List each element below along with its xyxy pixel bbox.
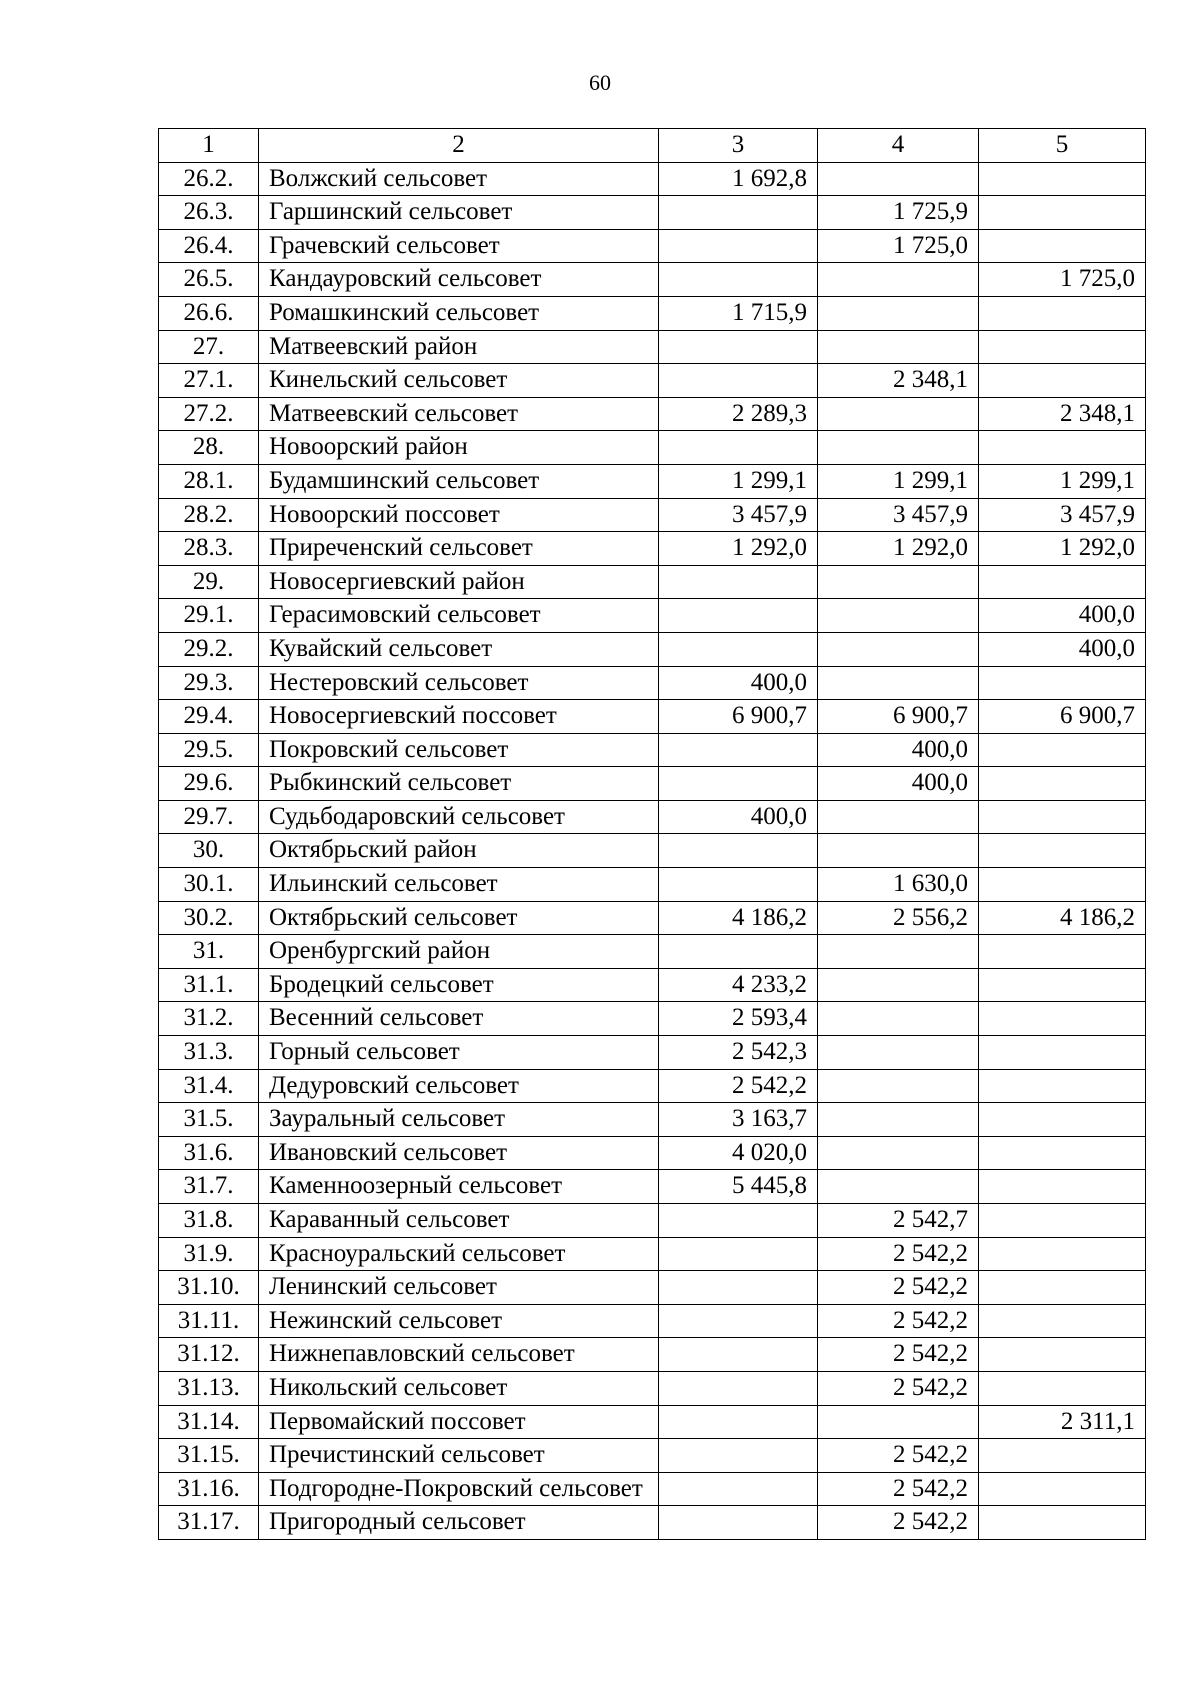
row-value-col5 [979,1237,1146,1271]
row-value-col3 [659,1439,818,1473]
row-name: Будамшинский сельсовет [259,464,659,498]
row-number: 30.2. [159,901,259,935]
row-value-col5 [979,162,1146,196]
row-value-col5: 4 186,2 [979,901,1146,935]
row-number: 31.9. [159,1237,259,1271]
row-value-col3: 400,0 [659,800,818,834]
row-value-col4 [818,1170,979,1204]
row-name: Ленинский сельсовет [259,1271,659,1305]
row-value-col3 [659,1472,818,1506]
row-number: 31.17. [159,1506,259,1540]
row-value-col5: 6 900,7 [979,700,1146,734]
row-value-col4: 1 725,9 [818,196,979,230]
table-row [159,1002,1146,1036]
row-name: Нежинский сельсовет [259,1304,659,1338]
row-value-col4 [818,666,979,700]
row-number: 31.6. [159,1136,259,1170]
table-row [159,901,1146,935]
row-value-col5 [979,364,1146,398]
row-number: 28.2. [159,498,259,532]
row-value-col4: 1 630,0 [818,868,979,902]
row-value-col3 [659,868,818,902]
row-number: 29.5. [159,733,259,767]
row-number: 26.4. [159,229,259,263]
row-number: 31.2. [159,1002,259,1036]
row-value-col5: 1 292,0 [979,532,1146,566]
row-name: Нестеровский сельсовет [259,666,659,700]
row-name: Гаршинский сельсовет [259,196,659,230]
row-number: 31.5. [159,1103,259,1137]
row-value-col4 [818,1002,979,1036]
row-value-col3 [659,196,818,230]
row-value-col4 [818,1136,979,1170]
row-value-col3: 5 445,8 [659,1170,818,1204]
row-value-col5 [979,1472,1146,1506]
row-value-col3 [659,767,818,801]
table-row [159,1304,1146,1338]
row-value-col3 [659,1338,818,1372]
row-value-col3 [659,431,818,465]
row-name: Подгородне-Покровский сельсовет [259,1472,659,1506]
row-value-col5: 400,0 [979,632,1146,666]
table-row [159,868,1146,902]
row-value-col5 [979,565,1146,599]
row-value-col5 [979,1170,1146,1204]
row-value-col5: 3 457,9 [979,498,1146,532]
row-name: Ромашкинский сельсовет [259,296,659,330]
table-row [159,935,1146,969]
row-value-col3 [659,364,818,398]
row-name: Матвеевский район [259,330,659,364]
table-row [159,1439,1146,1473]
row-name: Горный сельсовет [259,1036,659,1070]
row-value-col4 [818,968,979,1002]
row-name: Бродецкий сельсовет [259,968,659,1002]
row-number: 29.1. [159,599,259,633]
row-value-col5 [979,229,1146,263]
row-value-col5 [979,1371,1146,1405]
row-value-col5 [979,834,1146,868]
row-value-col4: 2 542,2 [818,1439,979,1473]
row-value-col3: 1 292,0 [659,532,818,566]
row-value-col5 [979,1439,1146,1473]
row-number: 27.1. [159,364,259,398]
row-name: Рыбкинский сельсовет [259,767,659,801]
row-value-col3: 2 542,2 [659,1069,818,1103]
table-row [159,968,1146,1002]
row-value-col4 [818,935,979,969]
row-value-col4 [818,330,979,364]
row-value-col3 [659,834,818,868]
row-value-col3: 2 542,3 [659,1036,818,1070]
row-value-col5 [979,1103,1146,1137]
row-name: Ильинский сельсовет [259,868,659,902]
row-value-col5 [979,296,1146,330]
row-name: Новосергиевский район [259,565,659,599]
row-value-col4: 2 542,2 [818,1371,979,1405]
column-header-5: 5 [979,129,1146,163]
row-value-col5 [979,1036,1146,1070]
row-number: 31.8. [159,1204,259,1238]
row-number: 31. [159,935,259,969]
page-number: 60 [589,70,611,95]
row-value-col4 [818,397,979,431]
table-row [159,397,1146,431]
row-value-col5: 2 311,1 [979,1405,1146,1439]
row-value-col5 [979,935,1146,969]
row-number: 31.13. [159,1371,259,1405]
row-value-col3 [659,632,818,666]
row-value-col5 [979,196,1146,230]
row-value-col3: 4 020,0 [659,1136,818,1170]
row-value-col5 [979,968,1146,1002]
row-value-col3 [659,935,818,969]
row-value-col3 [659,565,818,599]
row-value-col3 [659,1304,818,1338]
table-row [159,229,1146,263]
table-header-row [159,129,1146,163]
column-header-3: 3 [659,129,818,163]
table-row [159,599,1146,633]
table-row [159,1103,1146,1137]
row-name: Зауральный сельсовет [259,1103,659,1137]
row-value-col4 [818,565,979,599]
row-value-col4 [818,1405,979,1439]
row-value-col5 [979,1506,1146,1540]
table-row [159,666,1146,700]
row-name: Волжский сельсовет [259,162,659,196]
row-number: 31.14. [159,1405,259,1439]
row-number: 29.3. [159,666,259,700]
row-name: Грачевский сельсовет [259,229,659,263]
row-name: Приреченский сельсовет [259,532,659,566]
row-name: Пригородный сельсовет [259,1506,659,1540]
row-value-col4 [818,431,979,465]
table-row [159,296,1146,330]
row-value-col3 [659,1204,818,1238]
table-row [159,1338,1146,1372]
row-name: Покровский сельсовет [259,733,659,767]
row-name: Новоорский район [259,431,659,465]
row-value-col4: 6 900,7 [818,700,979,734]
row-value-col5 [979,1271,1146,1305]
row-value-col5: 1 299,1 [979,464,1146,498]
row-number: 29.2. [159,632,259,666]
row-name: Весенний сельсовет [259,1002,659,1036]
row-value-col5 [979,868,1146,902]
table-row [159,1069,1146,1103]
row-value-col5: 2 348,1 [979,397,1146,431]
row-value-col4: 2 542,2 [818,1506,979,1540]
row-name: Караванный сельсовет [259,1204,659,1238]
row-value-col4 [818,1103,979,1137]
row-value-col4: 2 348,1 [818,364,979,398]
row-name: Матвеевский сельсовет [259,397,659,431]
row-value-col4: 1 292,0 [818,532,979,566]
row-number: 31.15. [159,1439,259,1473]
row-value-col4 [818,1036,979,1070]
row-value-col4: 400,0 [818,733,979,767]
table-row [159,733,1146,767]
row-value-col5: 400,0 [979,599,1146,633]
row-value-col4: 2 542,2 [818,1472,979,1506]
row-value-col3: 3 163,7 [659,1103,818,1137]
row-number: 26.6. [159,296,259,330]
row-name: Ивановский сельсовет [259,1136,659,1170]
table-row [159,1405,1146,1439]
table-row [159,565,1146,599]
table-row [159,263,1146,297]
column-header-2: 2 [259,129,659,163]
table-row [159,1371,1146,1405]
row-value-col4 [818,632,979,666]
row-number: 31.7. [159,1170,259,1204]
row-value-col5 [979,1002,1146,1036]
table-row [159,196,1146,230]
row-number: 28.3. [159,532,259,566]
row-number: 31.16. [159,1472,259,1506]
row-name: Октябрьский сельсовет [259,901,659,935]
row-name: Октябрьский район [259,834,659,868]
table-row [159,1472,1146,1506]
row-value-col4 [818,296,979,330]
row-name: Герасимовский сельсовет [259,599,659,633]
table-row [159,464,1146,498]
row-number: 31.10. [159,1271,259,1305]
row-name: Новоорский поссовет [259,498,659,532]
row-value-col4: 2 542,2 [818,1271,979,1305]
row-value-col5 [979,1204,1146,1238]
table-row [159,364,1146,398]
row-value-col3 [659,1271,818,1305]
row-value-col5 [979,733,1146,767]
table-row [159,1506,1146,1540]
table-row [159,834,1146,868]
table-row [159,532,1146,566]
row-name: Пречистинский сельсовет [259,1439,659,1473]
table-row [159,1170,1146,1204]
row-number: 29.7. [159,800,259,834]
table-row [159,1036,1146,1070]
row-value-col4: 400,0 [818,767,979,801]
table-row [159,632,1146,666]
row-name: Дедуровский сельсовет [259,1069,659,1103]
row-value-col4 [818,599,979,633]
row-number: 28.1. [159,464,259,498]
row-number: 31.1. [159,968,259,1002]
row-value-col3: 2 593,4 [659,1002,818,1036]
row-value-col3 [659,733,818,767]
row-value-col3 [659,1237,818,1271]
table-row [159,1271,1146,1305]
row-value-col4 [818,1069,979,1103]
row-value-col5 [979,330,1146,364]
table-row [159,1136,1146,1170]
row-number: 28. [159,431,259,465]
row-name: Никольский сельсовет [259,1371,659,1405]
row-value-col4 [818,800,979,834]
row-value-col5 [979,666,1146,700]
row-value-col4: 2 542,2 [818,1338,979,1372]
row-name: Кандауровский сельсовет [259,263,659,297]
table-row [159,767,1146,801]
table-row [159,800,1146,834]
row-number: 26.2. [159,162,259,196]
row-value-col4 [818,834,979,868]
row-value-col3: 3 457,9 [659,498,818,532]
row-value-col4 [818,263,979,297]
row-value-col3: 4 233,2 [659,968,818,1002]
row-value-col4: 2 542,7 [818,1204,979,1238]
row-value-col3: 4 186,2 [659,901,818,935]
row-value-col4: 1 299,1 [818,464,979,498]
row-value-col5 [979,1304,1146,1338]
allocation-table [158,128,1146,1540]
row-number: 26.5. [159,263,259,297]
row-value-col3 [659,599,818,633]
row-value-col5 [979,800,1146,834]
row-value-col3: 400,0 [659,666,818,700]
row-number: 31.3. [159,1036,259,1070]
table-row [159,700,1146,734]
row-number: 29. [159,565,259,599]
row-value-col5 [979,431,1146,465]
row-value-col5 [979,1338,1146,1372]
row-value-col3 [659,1506,818,1540]
row-name: Нижнепавловский сельсовет [259,1338,659,1372]
row-name: Первомайский поссовет [259,1405,659,1439]
row-value-col4: 3 457,9 [818,498,979,532]
row-value-col4: 1 725,0 [818,229,979,263]
table-row [159,1237,1146,1271]
row-number: 29.6. [159,767,259,801]
row-value-col3 [659,229,818,263]
row-number: 26.3. [159,196,259,230]
row-name: Оренбургский район [259,935,659,969]
table-row [159,162,1146,196]
row-value-col3: 1 692,8 [659,162,818,196]
row-number: 27.2. [159,397,259,431]
row-number: 31.11. [159,1304,259,1338]
row-value-col3: 6 900,7 [659,700,818,734]
table-row [159,330,1146,364]
column-header-1: 1 [159,129,259,163]
row-number: 31.12. [159,1338,259,1372]
row-name: Новосергиевский поссовет [259,700,659,734]
row-value-col4: 2 542,2 [818,1304,979,1338]
row-value-col5: 1 725,0 [979,263,1146,297]
row-number: 31.4. [159,1069,259,1103]
row-value-col5 [979,1136,1146,1170]
row-value-col3: 1 299,1 [659,464,818,498]
row-value-col3 [659,330,818,364]
row-name: Кувайский сельсовет [259,632,659,666]
row-value-col3 [659,1405,818,1439]
row-number: 29.4. [159,700,259,734]
row-value-col3 [659,263,818,297]
row-value-col4: 2 556,2 [818,901,979,935]
row-number: 27. [159,330,259,364]
row-number: 30.1. [159,868,259,902]
row-value-col3: 2 289,3 [659,397,818,431]
row-value-col5 [979,1069,1146,1103]
table-row [159,498,1146,532]
row-value-col4 [818,162,979,196]
table-row [159,1204,1146,1238]
table-body [159,162,1146,1539]
row-value-col3 [659,1371,818,1405]
row-name: Красноуральский сельсовет [259,1237,659,1271]
row-name: Каменноозерный сельсовет [259,1170,659,1204]
column-header-4: 4 [818,129,979,163]
row-value-col4: 2 542,2 [818,1237,979,1271]
row-number: 30. [159,834,259,868]
table-row [159,431,1146,465]
row-name: Кинельский сельсовет [259,364,659,398]
row-value-col5 [979,767,1146,801]
row-value-col3: 1 715,9 [659,296,818,330]
row-name: Судьбодаровский сельсовет [259,800,659,834]
